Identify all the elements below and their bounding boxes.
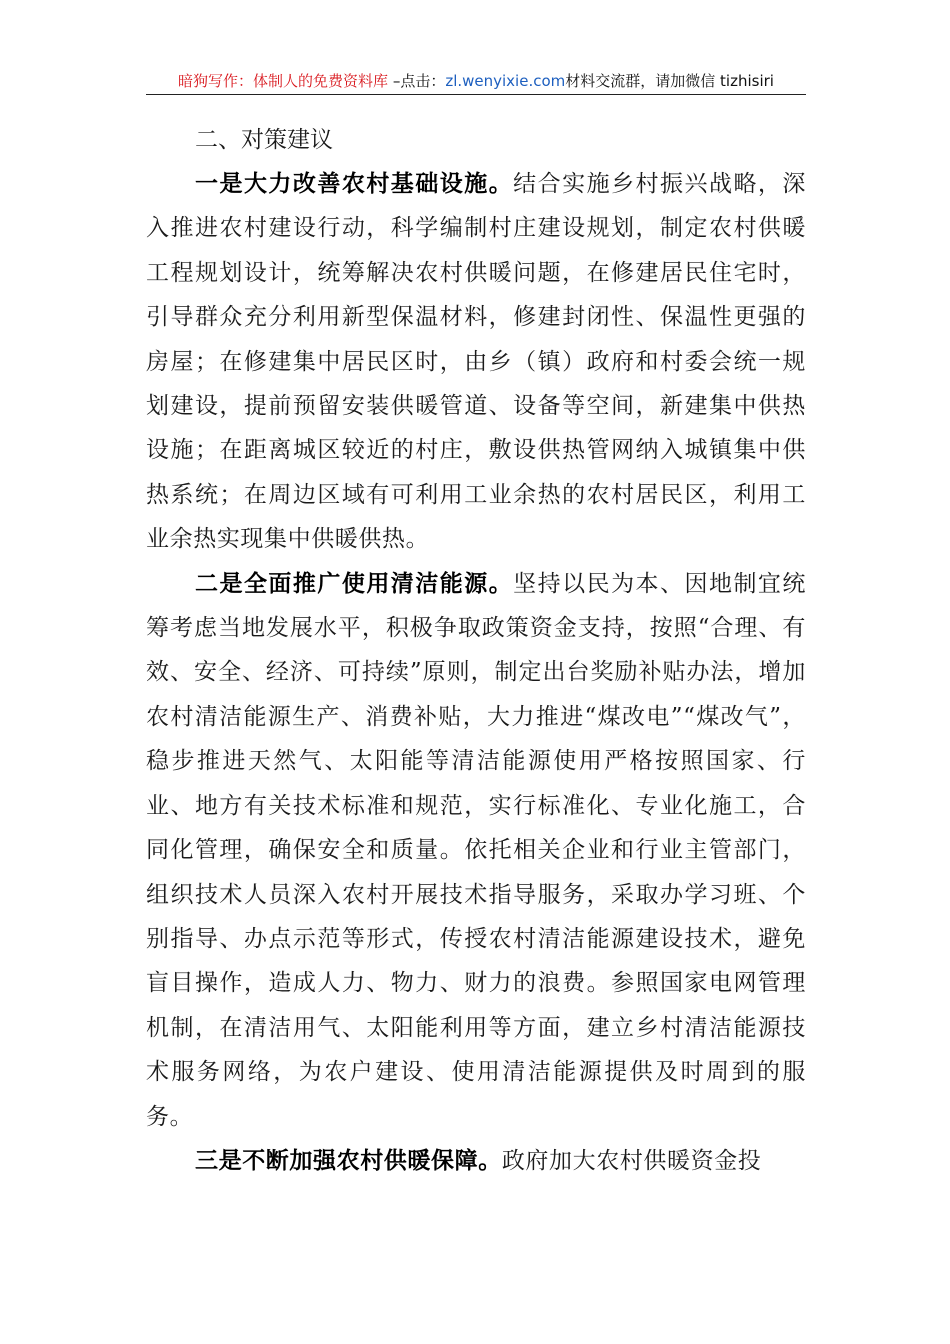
header-click-prompt: –点击：: [388, 72, 446, 90]
header-wechat-note: 材料交流群，请加微信 tizhisiri: [565, 72, 774, 90]
section-title: 二、对策建议: [195, 127, 333, 153]
paragraph-2-body: 坚持以民为本、因地制宜统筹考虑当地发展水平，积极争取政策资金支持，按照“合理、有效、安全、经济、可持续”原则，制定出台奖励补贴办法，增加农村清洁能源生产、消费补贴，大力推进“煤改电”“煤改气”，稳步推进天然气、太阳能等清洁能源使用严格按照国家、行业、地方有关技术标准和规范，实行标准化、专业化施工，合同化管理，确保安全和质量。依托相关企业和行业主管部门，组织技术人员深入农村开展技术指导服务，采取办学习班、个别指导、办点示范等形式，传授农村清洁能源建设技术，避免盲目操作，造成人力、物力、财力的浪费。参照国家电网管理机制，在清洁用气、太阳能利用等方面，建立乡村清洁能源技术服务网络，为农户建设、使用清洁能源提供及时周到的服务。: [146, 570, 806, 1130]
paragraph-2-lead: 二是全面推广使用清洁能源。: [195, 569, 514, 597]
page-header: [146, 68, 806, 95]
paragraph-3-body: 政府加大农村供暖资金投: [501, 1147, 762, 1174]
paragraph-3: [146, 1139, 806, 1183]
paragraph-3-lead: 三是不断加强农村供暖保障。: [195, 1146, 502, 1174]
header-site-name: 暗狗写作：体制人的免费资料库: [178, 72, 389, 90]
paragraph-2: [146, 562, 806, 1139]
document-body: [146, 162, 806, 1183]
paragraph-1-body: 结合实施乡村振兴战略，深入推进农村建设行动，科学编制村庄建设规划，制定农村供暖工程规划设计，统筹解决农村供暖问题，在修建居民住宅时，引导群众充分利用新型保温材料，修建封闭性、保温性更强的房屋；在修建集中居民区时，由乡（镇）政府和村委会统一规划建设，提前预留安装供暖管道、设备等空间，新建集中供热设施；在距离城区较近的村庄，敷设供热管网纳入城镇集中供热系统；在周边区域有可利用工业余热的农村居民区，利用工业余热实现集中供暖供热。: [146, 171, 806, 553]
paragraph-1: [146, 162, 806, 562]
paragraph-1-lead: 一是大力改善农村基础设施。: [195, 170, 514, 197]
header-link[interactable]: zl.wenyixie.com: [445, 72, 566, 90]
